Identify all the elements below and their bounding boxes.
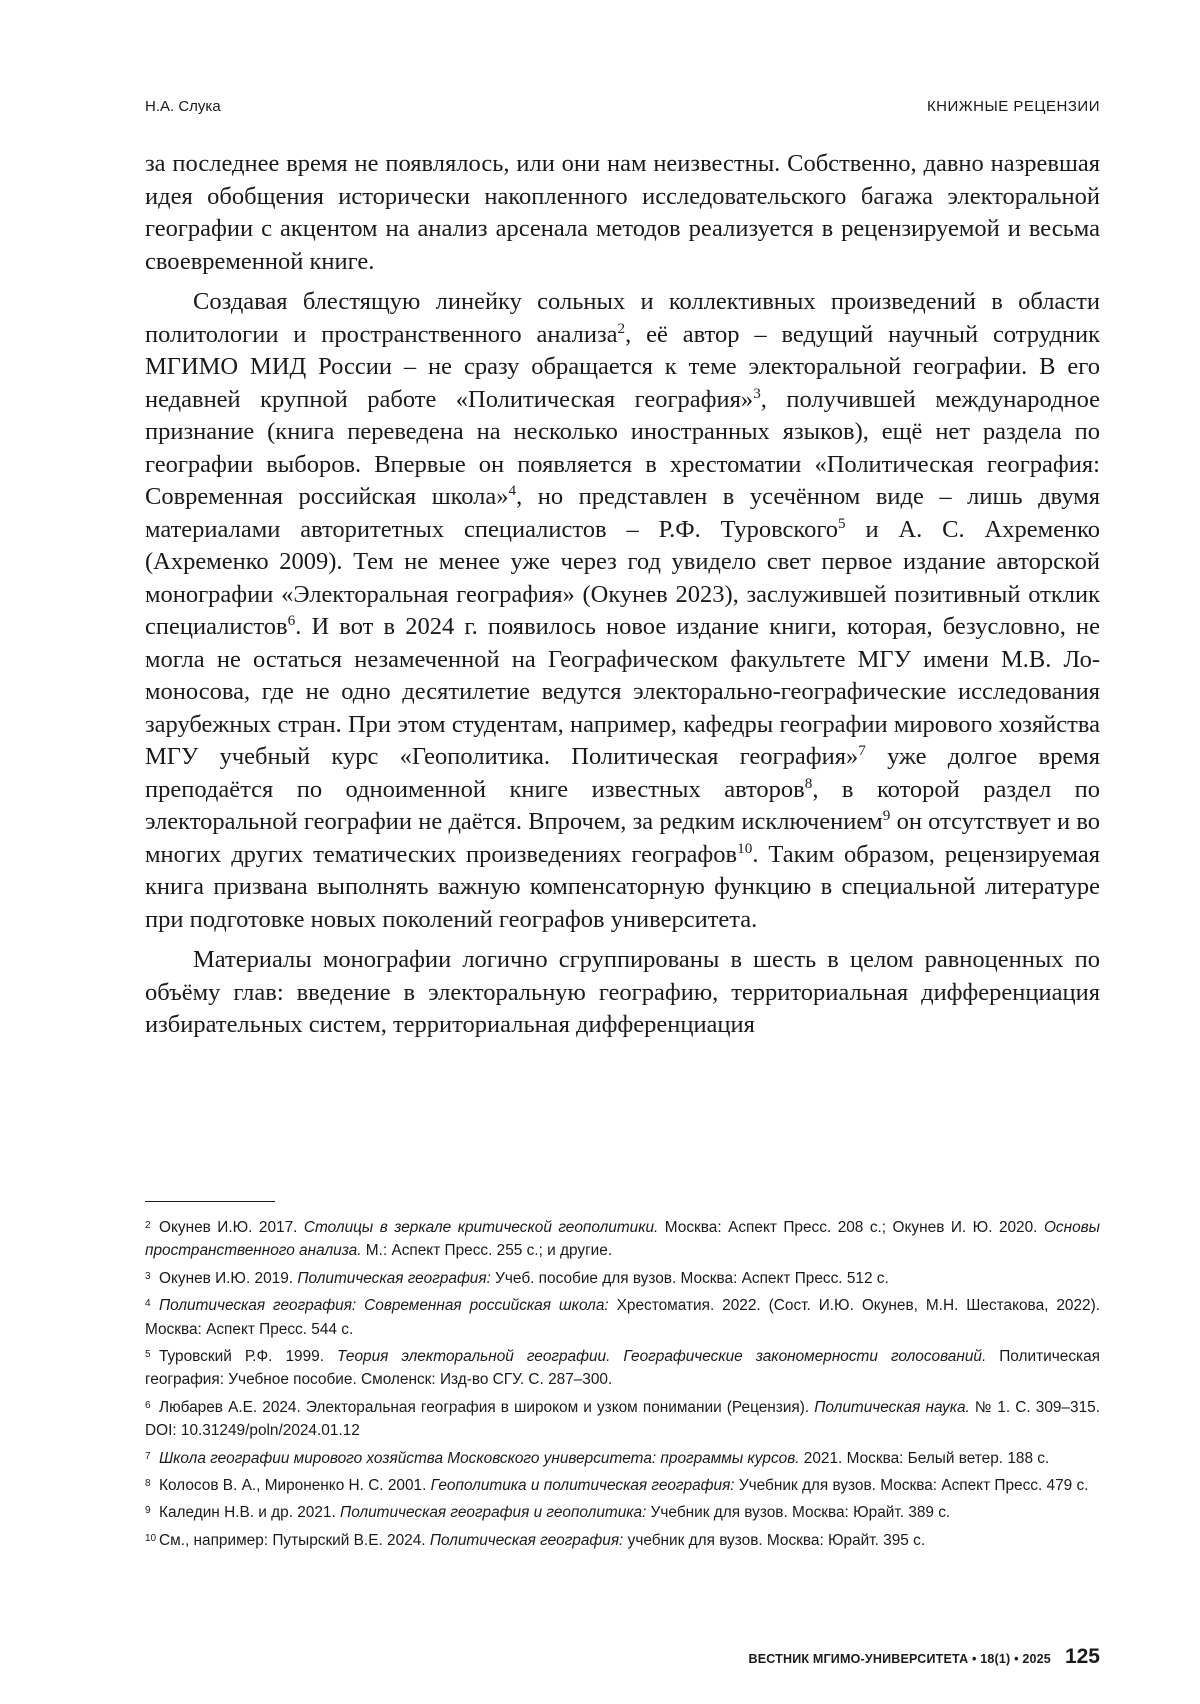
footnote — [145, 1472, 1100, 1497]
footnote — [145, 1343, 1100, 1392]
footnote-title: Политическая география: — [430, 1532, 624, 1549]
header-section: КНИЖНЫЕ РЕЦЕНЗИИ — [927, 98, 1100, 115]
footnote-ref[interactable]: 10 — [737, 839, 752, 856]
running-header — [145, 98, 1100, 115]
footnote-title: Политическая география: — [297, 1270, 491, 1287]
footnote-text: Политическая география: Учебное пособие. Смоленск: Изд-во СГУ. С. 287–300. — [145, 1348, 1100, 1388]
footnote-text: Окунев И.Ю. 2017. — [159, 1219, 304, 1236]
footnote-ref[interactable]: 6 — [288, 612, 296, 629]
footnote-text: Учебник для вузов. Москва: Аспект Пресс. 479 с. — [735, 1477, 1089, 1494]
footnote — [145, 1527, 1100, 1552]
footnote-ref[interactable]: 9 — [883, 807, 891, 824]
footnote-number: 8 — [145, 1472, 159, 1495]
footnotes — [145, 1214, 1100, 1554]
footnote-ref[interactable]: 2 — [618, 319, 626, 336]
footnote-text: См., например: Путырский В.Е. 2024. — [159, 1532, 430, 1549]
footnote-ref[interactable]: 3 — [753, 384, 761, 401]
footnote-text: Хрестоматия. 2022. (Сост. И.Ю. Окунев, М.Н. Шестакова, 2022). Москва: Аспект Пресс. 544 с. — [145, 1297, 1100, 1337]
footnote-number: 10 — [145, 1527, 159, 1550]
running-footer — [748, 1645, 1100, 1669]
footnote-title: Геополитика и политическая география: — [431, 1477, 735, 1494]
footnote-text: Каледин Н.В. и др. 2021. — [159, 1504, 340, 1521]
footnote-title: Столицы в зеркале критической геополитики. — [304, 1219, 658, 1236]
footnote-text: Любарев А.Е. 2024. Электоральная география в широком и узком понимании (Рецензия). — [159, 1399, 814, 1416]
body-text — [145, 148, 1100, 1050]
footnote — [145, 1265, 1100, 1290]
footnote-number: 6 — [145, 1394, 159, 1417]
footnote-number: 7 — [145, 1445, 159, 1468]
footnote-title: Политическая география: Современная российская школа: — [159, 1297, 609, 1314]
footnote-text: учебник для вузов. Москва: Юрайт. 395 с. — [623, 1532, 925, 1549]
footnote-number: 3 — [145, 1265, 159, 1288]
footnote-ref[interactable]: 4 — [509, 482, 517, 499]
footnote — [145, 1292, 1100, 1341]
footnote-title: Политическая география и геополитика: — [340, 1504, 646, 1521]
footnote-title: Теория электоральной географии. Географические закономерности голосований. — [337, 1348, 986, 1365]
header-author: Н.А. Слука — [145, 98, 221, 115]
footnote-text: Туровский Р.Ф. 1999. — [159, 1348, 337, 1365]
footnote-ref[interactable]: 8 — [805, 774, 813, 791]
footnote-text: Учебник для вузов. Москва: Юрайт. 389 с. — [646, 1504, 950, 1521]
footnote — [145, 1499, 1100, 1524]
paragraph-1: за последнее время не появлялось, или они нам неизвестны. Собственно, давно назревшая идея обобщения исторически накопленного исследовательского ба­гажа электоральной географии с акцентом на анализ арсенала методов реализу­ется в рецензируемой и весьма своевременной книге. — [145, 148, 1100, 278]
footnote-text: 2021. Москва: Белый ветер. 188 с. — [800, 1450, 1050, 1467]
footnote — [145, 1214, 1100, 1263]
footnote-number: 2 — [145, 1214, 159, 1237]
footnote-text: М.: Аспект Пресс. 255 с.; и другие. — [362, 1242, 613, 1259]
footnote-title: Политическая наука. — [814, 1399, 970, 1416]
footnote-number: 4 — [145, 1292, 159, 1315]
footnote-number: 5 — [145, 1343, 159, 1366]
footnote-number: 9 — [145, 1499, 159, 1522]
footnote-text: Учеб. пособие для вузов. Москва: Аспект Пресс. 512 с. — [491, 1270, 889, 1287]
page-number: 125 — [1065, 1645, 1100, 1669]
footnote-ref[interactable]: 5 — [838, 514, 846, 531]
footnote-title: Школа географии мирового хозяйства Московского университета: программы курсов. — [159, 1450, 800, 1467]
paragraph-3: Материалы монографии логично сгруппированы в шесть в целом равно­ценных по объёму глав: введение в электоральную географию, территориальная дифференциация избирательных систем, территориальная дифференциация — [145, 944, 1100, 1042]
footnote-divider — [145, 1201, 275, 1202]
footnote-text: Колосов В. А., Мироненко Н. С. 2001. — [159, 1477, 431, 1494]
journal-name: ВЕСТНИК МГИМО-УНИВЕРСИТЕТА • 18(1) • 2025 — [748, 1652, 1050, 1666]
footnote-text: Окунев И.Ю. 2019. — [159, 1270, 297, 1287]
paragraph-2: Создавая блестящую линейку сольных и коллективных произведений в об­ласти политологии и пространственного анализа2, её автор – ведущий научный сотрудник МГИМО МИД России – не сразу обращается к теме электоральной географии. В его недавней крупной работе «Политическая география»3, полу­чившей международное признание (книга переведена на несколько иностран­ных языков), ещё нет раздела по географии выборов. Впервые он появляется в хрестоматии «Политическая география: Современная российская школа»4, но представлен в усечённом виде – лишь двумя материалами авторитетных спе­циалистов – Р.Ф. Туровского5 и А. С. Ахременко (Ахременко 2009). Тем не менее уже через год увидело свет первое издание авторской монографии «Электораль­ная география» (Окунев 2023), заслужившей позитивный отклик специалистов6. И вот в 2024 г. появилось новое издание книги, которая, безусловно, не могла не остаться незамеченной на Географическом факультете МГУ имени М.В. Ло­моносова, где не одно десятилетие ведутся электорально-географические иссле­дования зарубежных стран. При этом студентам, например, кафедры географии мирового хозяйства МГУ учебный курс «Геополитика. Политическая геогра­фия»7 уже долгое время преподаётся по одноименной книге известных авторов8, в которой раздел по электоральной географии не даётся. Впрочем, за редким исключением9 он отсутствует и во многих других тематических произведениях географов10. Таким образом, рецензируемая книга призвана выполнять важную компенсаторную функцию в специальной литературе при подготовке новых поколений географов университета. — [145, 286, 1100, 936]
footnote-text: № 1. С. 309–315. DOI: 10.31249/poln/2024.01.12 — [145, 1399, 1100, 1439]
footnote-text: Москва: Аспект Пресс. 208 с.; Окунев И. Ю. 2020. — [658, 1219, 1044, 1236]
footnote-title: Основы пространственного анализа. — [145, 1219, 1100, 1259]
footnote-ref[interactable]: 7 — [858, 742, 866, 759]
footnote — [145, 1394, 1100, 1443]
footnote — [145, 1445, 1100, 1470]
